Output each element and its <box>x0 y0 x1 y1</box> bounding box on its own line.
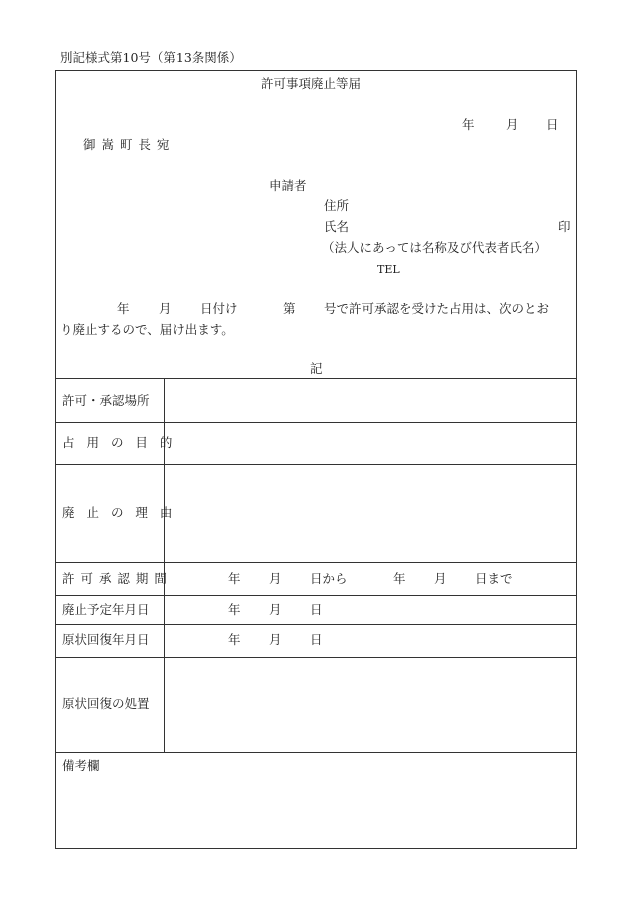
period-from-year: 年 <box>228 571 241 586</box>
tel-label: TEL <box>377 263 400 276</box>
period-to-month: 月 <box>434 571 447 586</box>
purpose-label: 占 用 の 目 的 <box>62 435 177 450</box>
table-rule <box>56 562 576 563</box>
period-label: 許 可 承 認 期 間 <box>62 571 168 586</box>
period-to-year: 年 <box>393 571 406 586</box>
body-dai: 第 <box>283 301 296 316</box>
table-top-rule <box>56 378 576 379</box>
disposal-label: 原状回復の処置 <box>62 696 150 711</box>
applicant-heading: 申請者 <box>269 178 307 193</box>
date-day: 日 <box>546 117 559 132</box>
date-year: 年 <box>462 117 475 132</box>
form-frame <box>55 70 577 849</box>
body-month: 月 <box>159 301 172 316</box>
place-label: 許可・承認場所 <box>62 393 150 408</box>
table-rule <box>56 464 576 465</box>
restore-year: 年 <box>228 632 241 647</box>
restore-month: 月 <box>269 632 282 647</box>
table-rule <box>56 595 576 596</box>
period-to-day: 日まで <box>475 571 513 586</box>
abolish-year: 年 <box>228 602 241 617</box>
name-label: 氏名 <box>324 219 350 234</box>
table-rule <box>56 422 576 423</box>
abolish-label: 廃止予定年月日 <box>62 602 150 617</box>
body-year: 年 <box>117 301 130 316</box>
period-from-day: 日から <box>310 571 348 586</box>
form-title: 許可事項廃止等届 <box>261 76 362 91</box>
period-from-month: 月 <box>269 571 282 586</box>
body-text: 号で許可承認を受けた占用は、次のとお <box>324 301 550 316</box>
table-rule <box>56 624 576 625</box>
table-rule <box>56 657 576 658</box>
seal-mark: 印 <box>558 219 571 234</box>
reason-label: 廃 止 の 理 由 <box>62 505 177 520</box>
table-rule <box>56 752 576 753</box>
ki-mark: 記 <box>310 361 323 376</box>
body-dated: 日付け <box>200 301 238 316</box>
addressee: 御 嵩 町 長 宛 <box>83 137 171 152</box>
abolish-month: 月 <box>269 602 282 617</box>
body-text-line2: り廃止するので、届け出ます。 <box>60 322 234 337</box>
restore-day: 日 <box>310 632 323 647</box>
corp-note: （法人にあっては名称及び代表者氏名） <box>322 240 547 255</box>
form-number: 別記様式第10号（第13条関係） <box>60 50 242 65</box>
restore-label: 原状回復年月日 <box>62 632 150 647</box>
remarks-label: 備考欄 <box>62 758 100 773</box>
date-month: 月 <box>506 117 519 132</box>
abolish-day: 日 <box>310 602 323 617</box>
address-label: 住所 <box>324 198 350 213</box>
